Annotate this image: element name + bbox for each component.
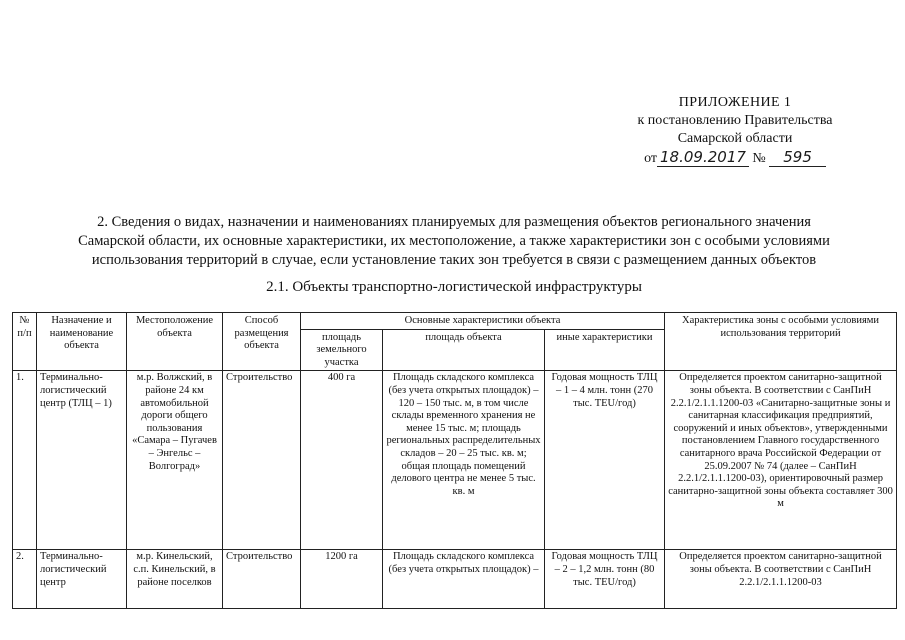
header-main-characteristics: Основные характеристики объекта	[301, 313, 665, 330]
row-object-area: Площадь складского комплекса (без учета открытых площадок) – 120 – 150 тыс. м, в том числе склады временного хранения не менее 15 тыс. м; площадь региональных распределительных складов – 20 – 25 тыс. кв. м; общая площадь помещений делового центра не менее 5 тыс. кв. м	[383, 371, 545, 550]
appendix-header	[605, 94, 865, 168]
header-other-characteristics: иные характеристики	[545, 329, 665, 371]
row-zone: Определяется проектом санитарно-защитной зоны объекта. В соответствии с СанПиН 2.2.1/2.1.1.1200-03	[665, 550, 897, 609]
section-title-line-2: Самарской области, их основные характеристики, их местоположение, а также характеристики зон с особыми условиями	[78, 233, 830, 249]
row-method: Строительство	[223, 550, 301, 609]
row-land-area: 400 га	[301, 371, 383, 550]
header-land-area: площадь земельного участка	[301, 329, 383, 371]
section-title-line-1: 2. Сведения о видах, назначении и наименованиях планируемых для размещения объектов регионального значения	[97, 214, 811, 230]
row-num: 1.	[13, 371, 37, 550]
row-method: Строительство	[223, 371, 301, 550]
appendix-subtitle: к постановлению Правительства	[637, 113, 833, 128]
section-title	[40, 213, 868, 270]
date-prefix: от	[644, 151, 658, 166]
table-row	[13, 550, 897, 609]
number-prefix: №	[752, 151, 766, 166]
row-other-characteristics: Годовая мощность ТЛЦ – 1 – 4 млн. тонн (270 тыс. TEU/год)	[545, 371, 665, 550]
date-value: 18.09.2017	[657, 148, 749, 167]
objects-table	[12, 312, 897, 609]
row-other-characteristics: Годовая мощность ТЛЦ – 2 – 1,2 млн. тонн (80 тыс. TEU/год)	[545, 550, 665, 609]
row-purpose: Терминально-логистический центр (ТЛЦ – 1)	[37, 371, 127, 550]
section-title-line-3: использования территорий в случае, если установление таких зон требуется в связи с размещением данных объектов	[91, 252, 817, 268]
header-location: Местоположение объекта	[127, 313, 223, 371]
appendix-title: ПРИЛОЖЕНИЕ 1	[678, 95, 792, 110]
header-zone: Характеристика зоны с особыми условиями использования территорий	[665, 313, 897, 371]
row-location: м.р. Волжский, в районе 24 км автомобильной дороги общего пользования «Самара – Пугачев – Энгельс – Волгоград»	[127, 371, 223, 550]
subsection-title: 2.1. Объекты транспортно-логистической инфраструктуры	[266, 279, 642, 295]
row-object-area: Площадь складского комплекса (без учета открытых площадок) –	[383, 550, 545, 609]
row-zone: Определяется проектом санитарно-защитной зоны объекта. В соответствии с СанПиН 2.2.1/2.1.1.1200-03 «Санитарно-защитные зоны и санитарная классификация предприятий, сооружений и иных объектов», утвержденными постановлением Главного государственного санитарного врача Российской Федерации от 25.09.2007 № 74 (далее – СанПиН 2.2.1/2.1.1.1200-03), ориентировочный размер санитарно-защитной зоны объекта составляет 300 м	[665, 371, 897, 550]
row-location: м.р. Кинельский, с.п. Кинельский, в районе поселков	[127, 550, 223, 609]
appendix-dateline	[644, 148, 826, 168]
number-value: 595	[769, 148, 826, 167]
header-object-area: площадь объекта	[383, 329, 545, 371]
appendix-region: Самарской области	[677, 131, 793, 146]
table-row	[13, 371, 897, 550]
header-num: № п/п	[13, 313, 37, 371]
row-purpose: Терминально-логистический центр	[37, 550, 127, 609]
row-land-area: 1200 га	[301, 550, 383, 609]
header-method: Способ размещения объекта	[223, 313, 301, 371]
header-purpose: Назначение и наименование объекта	[37, 313, 127, 371]
row-num: 2.	[13, 550, 37, 609]
